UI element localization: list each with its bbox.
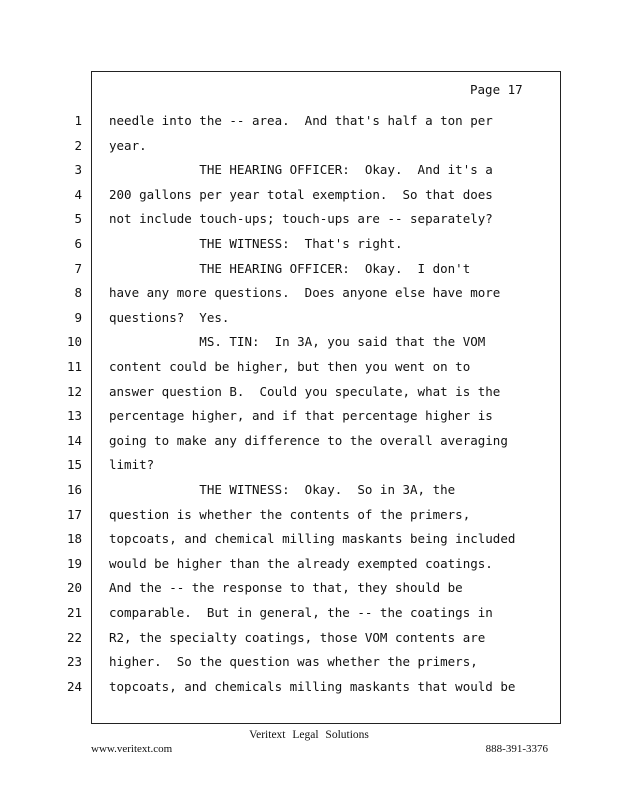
- transcript-line: MS. TIN: In 3A, you said that the VOM: [109, 334, 486, 349]
- line-number: 21: [66, 605, 82, 620]
- line-number: 22: [66, 630, 82, 645]
- transcript-line: THE HEARING OFFICER: Okay. I don't: [109, 261, 471, 276]
- transcript-line: have any more questions. Does anyone else have more: [109, 285, 501, 300]
- line-number: 24: [66, 679, 82, 694]
- line-number: 12: [66, 384, 82, 399]
- transcript-line: percentage higher, and if that percentage higher is: [109, 408, 493, 423]
- line-number: 5: [74, 211, 82, 226]
- transcript-line: questions? Yes.: [109, 310, 230, 325]
- line-number: 15: [66, 457, 82, 472]
- footer-company: Veritext Legal Solutions: [249, 729, 369, 741]
- line-number: 18: [66, 531, 82, 546]
- line-number: 14: [66, 433, 82, 448]
- line-number: 2: [74, 138, 82, 153]
- line-number: 16: [66, 482, 82, 497]
- line-number: 10: [66, 334, 82, 349]
- transcript-line: comparable. But in general, the -- the coatings in: [109, 605, 493, 620]
- line-number: 19: [66, 556, 82, 571]
- transcript-line: topcoats, and chemicals milling maskants that would be: [109, 679, 516, 694]
- line-number: 3: [74, 162, 82, 177]
- transcript-line: topcoats, and chemical milling maskants being included: [109, 531, 516, 546]
- line-number: 20: [66, 580, 82, 595]
- line-number: 17: [66, 507, 82, 522]
- transcript-line: needle into the -- area. And that's half a ton per: [109, 113, 493, 128]
- transcript-line: THE HEARING OFFICER: Okay. And it's a: [109, 162, 493, 177]
- transcript-line: limit?: [109, 457, 155, 472]
- footer-phone: 888-391-3376: [485, 743, 548, 755]
- line-number: 1: [74, 113, 82, 128]
- line-number: 7: [74, 261, 82, 276]
- transcript-line: going to make any difference to the overall averaging: [109, 433, 508, 448]
- transcript-line: THE WITNESS: Okay. So in 3A, the: [109, 482, 456, 497]
- transcript-line: question is whether the contents of the primers,: [109, 507, 471, 522]
- line-number: 13: [66, 408, 82, 423]
- transcript-line: R2, the specialty coatings, those VOM contents are: [109, 630, 486, 645]
- transcript-line: answer question B. Could you speculate, what is the: [109, 384, 501, 399]
- transcript-line: would be higher than the already exempted coatings.: [109, 556, 493, 571]
- transcript-line: content could be higher, but then you went on to: [109, 359, 471, 374]
- line-number: 4: [74, 187, 82, 202]
- line-number: 9: [74, 310, 82, 325]
- line-number: 8: [74, 285, 82, 300]
- page-number: Page 17: [470, 82, 523, 97]
- footer-website: www.veritext.com: [91, 743, 173, 755]
- transcript-line: And the -- the response to that, they should be: [109, 580, 463, 595]
- line-number: 6: [74, 236, 82, 251]
- transcript-line: THE WITNESS: That's right.: [109, 236, 403, 251]
- transcript-line: not include touch-ups; touch-ups are -- separately?: [109, 211, 493, 226]
- transcript-line: 200 gallons per year total exemption. So that does: [109, 187, 493, 202]
- transcript-line: year.: [109, 138, 147, 153]
- transcript-line: higher. So the question was whether the primers,: [109, 654, 478, 669]
- line-number: 23: [66, 654, 82, 669]
- line-number: 11: [66, 359, 82, 374]
